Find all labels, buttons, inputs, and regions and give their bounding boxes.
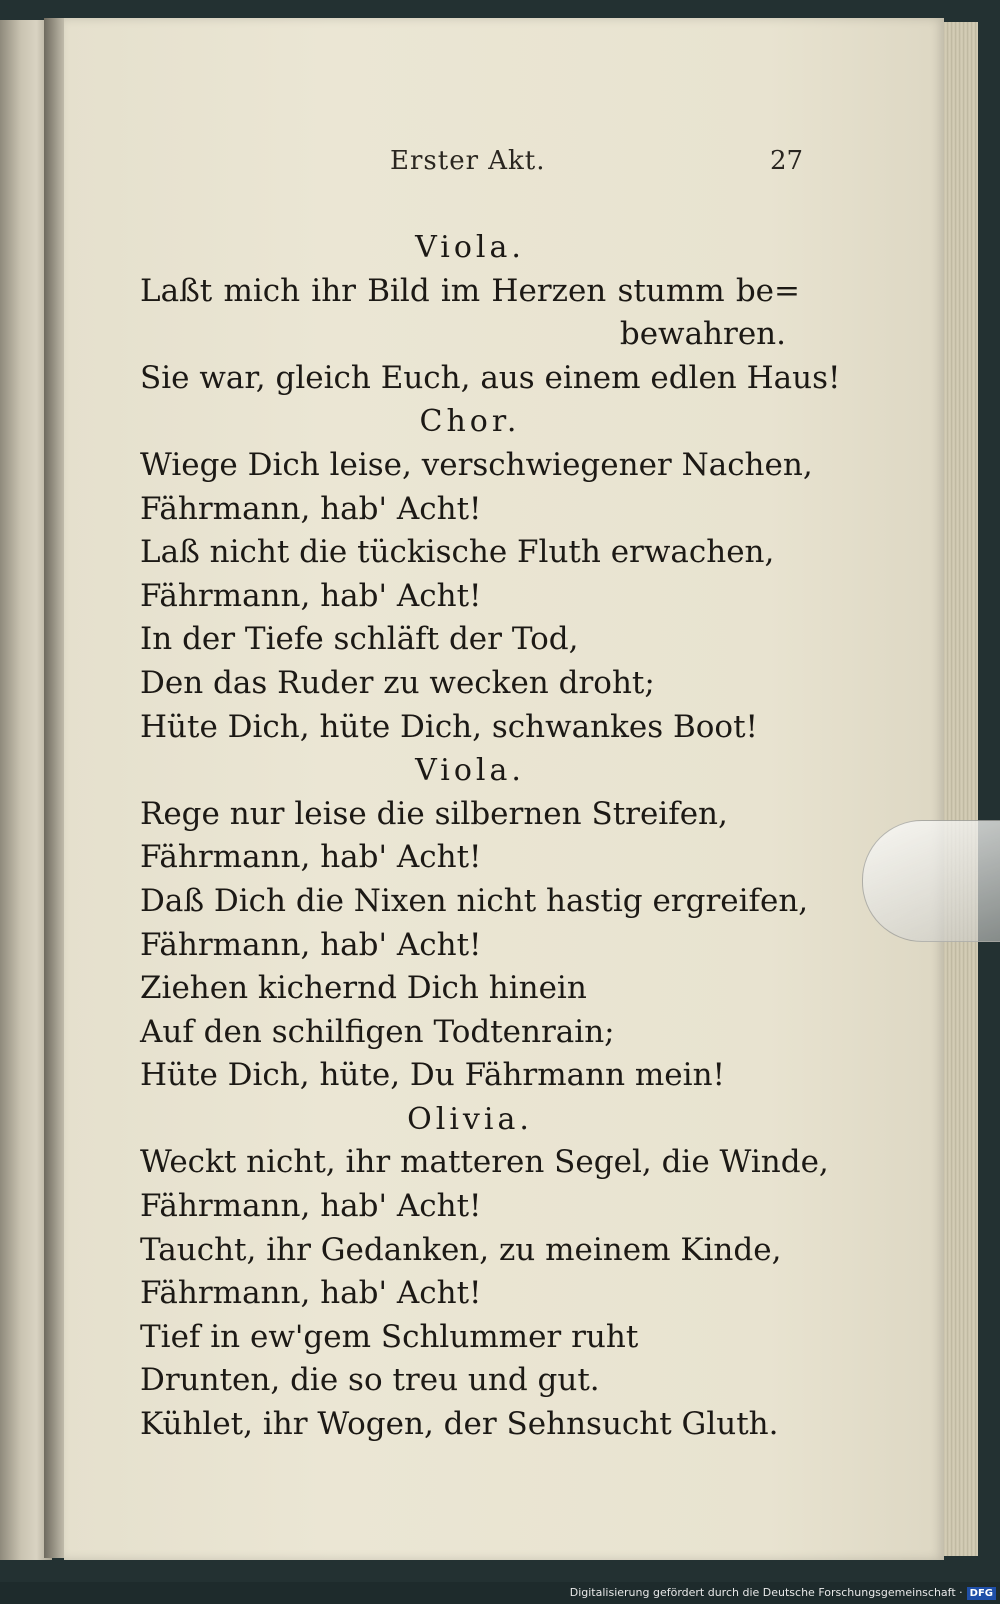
verse-line: Rege nur leise die silbernen Streifen, (140, 795, 728, 832)
dfg-logo: DFG (967, 1587, 996, 1600)
verse-line: Daß Dich die Nixen nicht hastig ergreifen, (140, 882, 809, 919)
speaker-heading: Chor. (419, 404, 521, 440)
verse-line: Auf den schilfigen Todtenrain; (140, 1013, 615, 1050)
verse-line: Weckt nicht, ihr matteren Segel, die Winde, (140, 1144, 829, 1181)
verse-line: Fährmann, hab' Acht! (140, 926, 482, 963)
verse-text-block (140, 226, 841, 1447)
running-head: Erster Akt. (390, 146, 546, 176)
verse-line: Hüte Dich, hüte Dich, schwankes Boot! (140, 708, 758, 745)
verse-line: Den das Ruder zu wecken droht; (140, 664, 655, 701)
verse-line: Ziehen kichernd Dich hinein (140, 970, 587, 1007)
verse-line: In der Tiefe schläft der Tod, (140, 621, 579, 658)
verse-line: Fährmann, hab' Acht! (140, 1275, 482, 1312)
speaker-heading: Olivia. (407, 1101, 533, 1137)
speaker-heading: Viola. (415, 230, 525, 265)
page-clip-holder (862, 820, 1000, 942)
speaker-heading: Viola. (415, 753, 525, 789)
verse-line: Drunten, die so treu und gut. (140, 1362, 600, 1399)
verse-line: Laßt mich ihr Bild im Herzen stumm be= (140, 272, 800, 309)
verse-line: Kühlet, ihr Wogen, der Sehnsucht Gluth. (140, 1406, 779, 1443)
verse-line: Fährmann, hab' Acht! (140, 839, 482, 876)
verse-line: Fährmann, hab' Acht! (140, 490, 482, 527)
verse-line: Sie war, gleich Euch, aus einem edlen Haus! (140, 359, 841, 396)
verse-line: Fährmann, hab' Acht! (140, 1188, 482, 1225)
verse-line: Wiege Dich leise, verschwiegener Nachen, (140, 446, 813, 483)
verse-line: Laß nicht die tückische Fluth erwachen, (140, 534, 775, 571)
verse-line: Taucht, ihr Gedanken, zu meinem Kinde, (140, 1231, 782, 1268)
verse-line: Tief in ew'gem Schlummer ruht (140, 1318, 639, 1355)
verse-line: Hüte Dich, hüte, Du Fährmann mein! (140, 1057, 725, 1094)
page-number: 27 (770, 146, 804, 176)
credit-text: Digitalisierung gefördert durch die Deutsche Forschungsgemeinschaft · (569, 1586, 963, 1599)
page-stack-edge (944, 22, 978, 1556)
verse-line: Fährmann, hab' Acht! (140, 577, 482, 614)
verse-line-continuation: bewahren. (619, 316, 786, 353)
digitization-credit (570, 1586, 996, 1600)
